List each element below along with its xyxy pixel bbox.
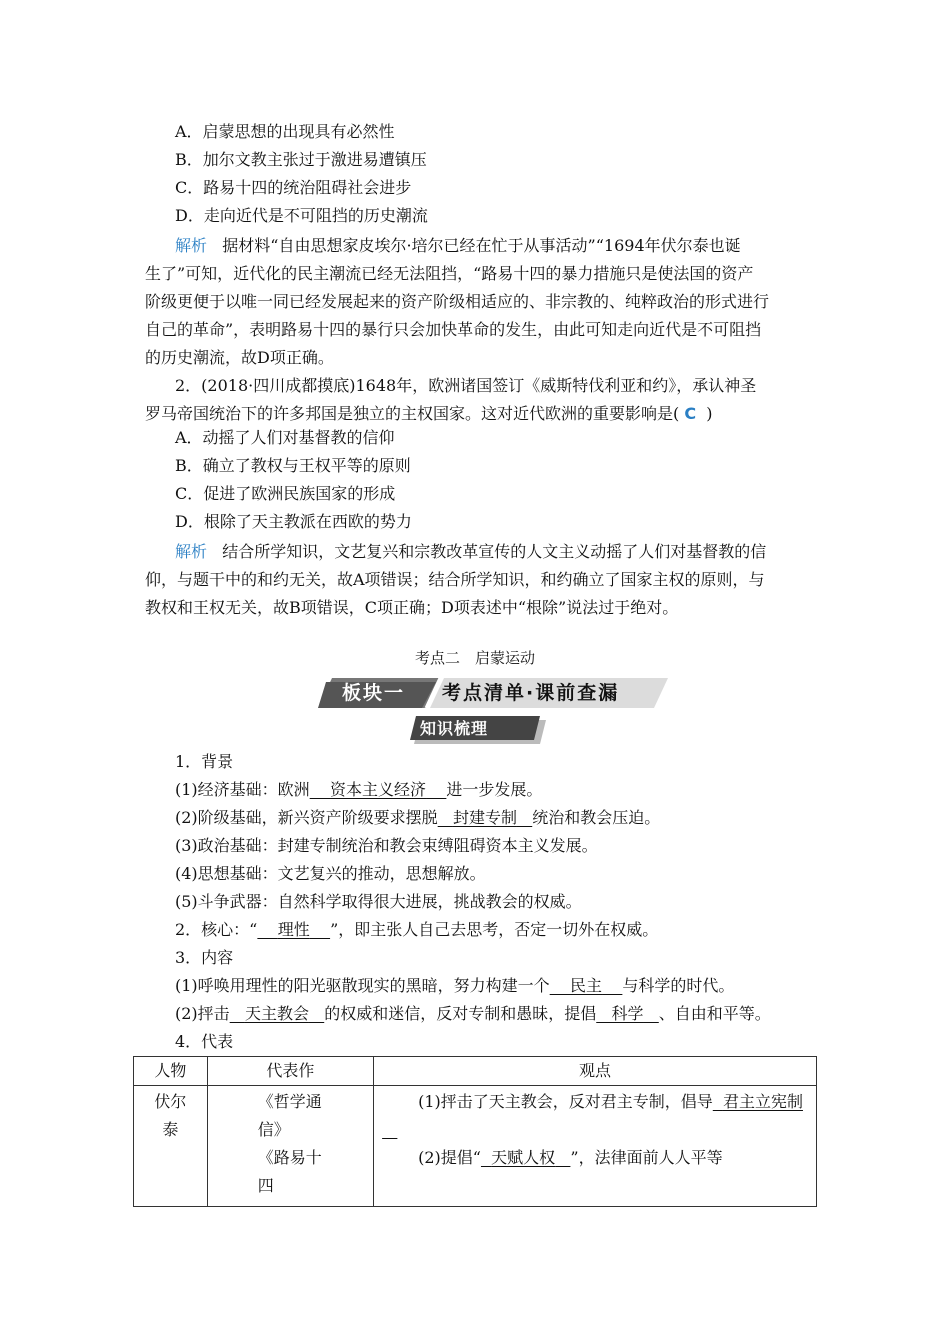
header-person: 人物 [134,1057,208,1086]
view-blank-2: 天赋人权 [491,1148,556,1167]
bg-item-3: (3)政治基础：封建专制统治和教会束缚阻碍资本主义发展。 [175,836,598,855]
representatives-table [133,1056,817,1207]
banner-left-label: 板块一 [342,682,406,704]
bg-item-5: (5)斗争武器：自然科学取得很大进展，挑战教会的权威。 [175,892,582,911]
q2-analysis-line-3: 教权和王权无关，故B项错误，C项正确；D项表述中“根除”说法过于绝对。 [145,598,679,617]
views-cell [374,1086,817,1207]
content-blank-2: 天主教会 [244,1004,309,1023]
q2-option-b: B．确立了教权与王权平等的原则 [175,456,411,475]
q1-analysis-line-3: 阶级更便于以唯一同已经发展起来的资产阶级相适应的、非宗教的、纯粹政治的形式进行 [145,292,770,311]
q1-analysis-line-1: 解析 据材料“自由思想家皮埃尔·培尔已经在忙于从事活动”“1694年伏尔泰也诞 [175,236,741,255]
q2-analysis-line-2: 仰，与题干中的和约无关，故A项错误；结合所学知识，和约确立了国家主权的原则，与 [145,570,765,589]
bg-item-4: (4)思想基础：文艺复兴的推动，思想解放。 [175,864,486,883]
content-blank-3: 科学 [611,1004,644,1023]
q2-analysis-label: 解析 [175,542,208,561]
q1-analysis-label: 解析 [175,236,208,255]
table-row [134,1086,817,1207]
header-works: 代表作 [207,1057,373,1086]
q2-option-c: C．促进了欧洲民族国家的形成 [175,484,396,503]
q2-option-d: D．根除了天主教派在西欧的势力 [175,512,412,531]
q2-answer: C [684,404,697,423]
q2-option-a: A．动摇了人们对基督教的信仰 [175,428,395,447]
bg-heading: 1．背景 [175,752,234,771]
section-title: 考点二 启蒙运动 [414,649,535,667]
q1-option-a: A．启蒙思想的出现具有必然性 [175,122,395,141]
view-2: (2)提倡“ 天赋人权 ”，法律面前人人平等 [418,1148,723,1167]
bg-item-2: (2)阶级基础，新兴资产阶级要求摆脱 封建专制 统治和教会压迫。 [175,808,661,827]
q1-analysis-line-4: 自己的革命”，表明路易十四的暴行只会加快革命的发生，由此可知走向近代是不可阻挡 [145,320,762,339]
bg-blank-1: 资本主义经济 [330,780,427,799]
rep-heading: 4．代表 [175,1032,234,1051]
person-cell: 伏尔 泰 [134,1086,208,1207]
view-blank-1: 君主立宪制 [722,1092,803,1111]
knowledge-subbanner [410,716,546,744]
q1-option-c: C．路易十四的统治阻碍社会进步 [175,178,412,197]
table-header-row [134,1057,817,1086]
core-blank: 理性 [277,920,310,939]
header-views: 观点 [374,1057,817,1086]
q2-analysis-line-1: 解析 结合所学知识，文艺复兴和宗教改革宣传的人文主义动摇了人们对基督教的信 [175,542,767,561]
q1-option-d: D．走向近代是不可阻挡的历史潮流 [175,206,428,225]
bg-blank-2: 封建专制 [452,808,517,827]
content-item-1: (1)呼唤用理性的阳光驱散现实的黑暗，努力构建一个 民主 与科学的时代。 [175,976,735,995]
core-line: 2．核心：“ 理性 ”，即主张人自己去思考，否定一切外在权威。 [175,920,659,939]
subbanner-label: 知识梳理 [420,719,489,738]
view-1: (1)抨击了天主教会，反对君主专制，倡导 君主立宪制 [418,1092,803,1111]
banner-right-label: 考点清单·课前查漏 [442,682,620,704]
q1-analysis-line-5: 的历史潮流，故D项正确。 [145,348,334,367]
q2-stem-line-1: 2．(2018·四川成都摸底)1648年，欧洲诸国签订《威斯特伐利亚和约》，承认神圣 [175,376,757,395]
q1-analysis-line-2: 生了”可知，近代化的民主潮流已经无法阻挡，“路易十四的暴力措施只是使法国的资产 [145,264,754,283]
bg-item-1: (1)经济基础：欧洲 资本主义经济 进一步发展。 [175,780,543,799]
content-item-2: (2)抨击 天主教会 的权威和迷信，反对专制和愚昧，提倡 科学 、自由和平等。 [175,1004,771,1023]
works-cell: 《哲学通 信》 《路易十 四 [207,1086,373,1207]
content-blank-1: 民主 [570,976,603,995]
q1-option-b: B．加尔文教主张过于激进易遭镇压 [175,150,427,169]
q2-stem-line-2: 罗马帝国统治下的许多邦国是独立的主权国家。这对近代欧洲的重要影响是( C ) [145,404,713,423]
content-heading: 3．内容 [175,948,234,967]
section-banner [318,676,668,710]
